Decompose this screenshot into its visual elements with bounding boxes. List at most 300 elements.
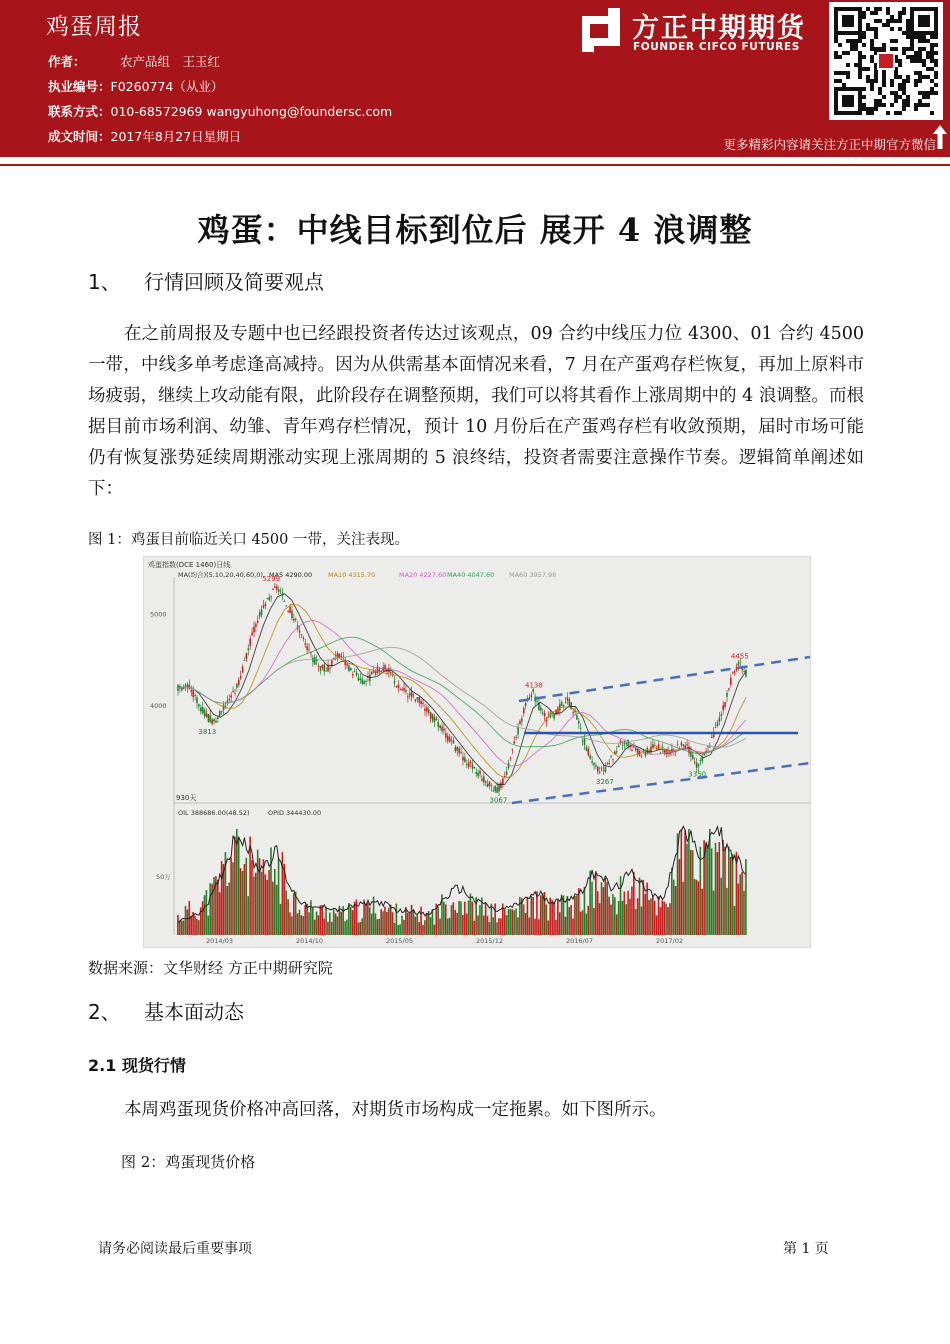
- candle-body: [479, 771, 481, 774]
- volume-bar: [310, 900, 312, 935]
- volume-bar: [449, 918, 451, 935]
- volume-bar: [295, 892, 297, 935]
- date-line: [48, 127, 241, 145]
- candle-body: [189, 685, 191, 689]
- candle-body: [734, 671, 736, 673]
- volume-bar: [624, 892, 626, 935]
- volume-bar: [204, 895, 206, 935]
- volume-bar: [529, 918, 531, 935]
- candle-body: [310, 653, 312, 654]
- volume-bar: [487, 916, 489, 935]
- volume-bar: [506, 915, 508, 935]
- candle-body: [567, 697, 569, 700]
- volume-bar: [352, 910, 354, 935]
- candle-body: [417, 697, 419, 699]
- volume-bar: [264, 874, 266, 935]
- candle-body: [278, 589, 280, 591]
- candle-body: [447, 736, 449, 741]
- volume-legend-item: OIL 388686.00(48.52): [178, 809, 250, 817]
- candle-body: [641, 756, 643, 757]
- volume-bar: [468, 900, 470, 935]
- candle-body: [230, 695, 232, 697]
- volume-bar: [198, 920, 200, 935]
- volume-bar: [500, 918, 502, 935]
- candle-body: [521, 719, 523, 722]
- volume-bar: [312, 908, 314, 935]
- volume-bar: [232, 862, 234, 935]
- volume-bar: [580, 912, 582, 935]
- volume-bar: [534, 919, 536, 935]
- volume-bar: [418, 922, 420, 935]
- candle-body: [627, 740, 629, 746]
- candle-body: [715, 727, 717, 728]
- y-tick-label: 5000: [150, 610, 167, 619]
- volume-bar: [726, 888, 728, 935]
- candle-body: [456, 747, 458, 750]
- volume-bar: [707, 848, 709, 935]
- candle-body: [392, 675, 394, 676]
- candle-body: [531, 695, 533, 697]
- volume-bar: [523, 904, 525, 935]
- price-annotation: 3350: [688, 770, 707, 779]
- volume-bar: [266, 880, 268, 935]
- volume-bar: [268, 870, 270, 935]
- candle-body: [466, 764, 468, 765]
- candle-body: [323, 665, 325, 672]
- y-tick-label: 4000: [150, 702, 167, 710]
- candle-body: [741, 669, 743, 670]
- candle-body: [686, 744, 688, 745]
- candle-body: [430, 712, 432, 718]
- date-label: 成文时间：: [48, 129, 111, 144]
- volume-bar: [456, 913, 458, 935]
- egg-futures-kline-chart: [143, 556, 811, 948]
- volume-bar: [253, 877, 255, 935]
- candle-body: [253, 627, 255, 633]
- contact-line: [48, 102, 392, 120]
- volume-bar: [597, 891, 599, 935]
- volume-bar: [593, 908, 595, 935]
- candle-body: [265, 604, 267, 606]
- volume-bar: [601, 882, 603, 935]
- volume-bar: [477, 915, 479, 935]
- wechat-qr-code[interactable]: [829, 2, 943, 120]
- volume-bar: [390, 905, 392, 935]
- candle-body: [565, 702, 567, 703]
- volume-sub-label: 930天: [176, 794, 197, 802]
- candle-body: [303, 637, 305, 638]
- x-tick-label: 2014/03: [206, 937, 234, 945]
- volume-bar: [263, 859, 265, 935]
- volume-bar: [464, 902, 466, 935]
- volume-bar: [276, 885, 278, 935]
- candle-body: [346, 663, 348, 665]
- candle-body: [477, 773, 479, 776]
- candle-body: [743, 671, 745, 672]
- contact-label: 联系方式：: [48, 104, 111, 119]
- candle-body: [513, 741, 515, 743]
- candle-body: [390, 672, 392, 673]
- candle-body: [358, 677, 360, 680]
- candle-body: [646, 748, 648, 754]
- candle-body: [451, 740, 453, 741]
- candle-body: [411, 692, 413, 697]
- candle-body: [536, 701, 538, 702]
- candle-body: [593, 763, 595, 765]
- candle-body: [219, 711, 221, 716]
- volume-bar: [359, 922, 361, 935]
- volume-bar: [443, 902, 445, 935]
- volume-bar: [331, 922, 333, 935]
- price-annotation: 4138: [525, 681, 543, 690]
- volume-bar: [221, 861, 223, 935]
- volume-bar: [280, 904, 282, 935]
- candle-body: [732, 673, 734, 674]
- candle-body: [445, 733, 447, 737]
- volume-bar: [542, 893, 544, 935]
- candle-body: [375, 672, 377, 675]
- candle-body: [736, 667, 738, 670]
- candle-body: [276, 586, 278, 589]
- volume-bar: [722, 840, 724, 935]
- ma-legend-item: MA60 3957.98: [509, 571, 557, 579]
- candle-body: [572, 712, 574, 713]
- candle-body: [361, 679, 363, 683]
- volume-bar: [741, 872, 743, 935]
- candle-body: [266, 598, 268, 599]
- candle-body: [415, 699, 417, 701]
- figure-2-caption: 图 2：鸡蛋现货价格: [121, 1153, 256, 1171]
- candle-body: [468, 762, 470, 766]
- candle-body: [209, 715, 211, 721]
- volume-bar: [251, 860, 253, 935]
- candle-body: [591, 761, 593, 763]
- volume-bar: [377, 919, 379, 935]
- candle-body: [692, 755, 694, 759]
- candle-body: [434, 717, 436, 723]
- volume-bar: [382, 911, 384, 935]
- volume-bar: [538, 919, 540, 935]
- volume-bar: [365, 903, 367, 935]
- volume-bar: [724, 847, 726, 935]
- candle-body: [270, 596, 272, 597]
- candle-body: [181, 688, 183, 691]
- volume-bar: [185, 906, 187, 935]
- volume-bar: [439, 919, 441, 935]
- volume-bar: [299, 910, 301, 935]
- candle-body: [557, 708, 559, 714]
- volume-bar: [407, 913, 409, 935]
- report-header: [0, 0, 950, 157]
- candle-body: [738, 662, 740, 665]
- price-annotation: 4455: [730, 652, 749, 661]
- candle-body: [398, 685, 400, 688]
- candle-body: [588, 749, 590, 755]
- candle-body: [601, 768, 603, 769]
- candle-body: [512, 749, 514, 750]
- candle-body: [238, 680, 240, 685]
- candle-body: [597, 767, 599, 772]
- candle-body: [563, 705, 565, 706]
- volume-bar: [434, 925, 436, 935]
- volume-bar: [302, 916, 304, 935]
- volume-bar: [285, 890, 287, 935]
- volume-bar: [207, 916, 209, 935]
- volume-bar: [403, 920, 405, 935]
- license-value: F0260774（从业）: [110, 79, 224, 94]
- candle-body: [344, 660, 346, 665]
- volume-bar: [682, 882, 684, 935]
- candle-body: [304, 643, 306, 644]
- candle-body: [242, 667, 244, 673]
- candle-body: [483, 776, 485, 782]
- volume-bar: [333, 910, 335, 935]
- volume-bar: [511, 909, 513, 935]
- volume-bar: [320, 905, 322, 935]
- volume-bar: [603, 887, 605, 935]
- volume-bar: [445, 904, 447, 935]
- volume-bar: [415, 917, 417, 935]
- volume-bar: [641, 907, 643, 935]
- candle-body: [396, 686, 398, 687]
- volume-bar: [686, 844, 688, 935]
- volume-bar: [291, 916, 293, 935]
- volume-bar: [736, 852, 738, 935]
- qr-center-logo: [879, 54, 893, 68]
- volume-bar: [397, 925, 399, 935]
- candle-body: [401, 689, 403, 690]
- candle-body: [360, 679, 362, 680]
- volume-bar: [498, 918, 500, 935]
- candle-body: [306, 646, 308, 650]
- volume-bar: [202, 901, 204, 935]
- candle-body: [365, 681, 367, 682]
- volume-bar: [447, 918, 449, 935]
- volume-bar: [548, 920, 550, 935]
- volume-bar: [504, 910, 506, 935]
- volume-bar: [392, 912, 394, 935]
- price-annotation: 3267: [596, 778, 614, 787]
- candle-body: [295, 619, 297, 620]
- candle-body: [462, 757, 464, 761]
- license-label: 执业编号：: [48, 79, 111, 94]
- candle-body: [603, 770, 605, 771]
- volume-bar: [629, 899, 631, 935]
- volume-bar: [669, 903, 671, 935]
- article-title: 鸡蛋：中线目标到位后 展开 4 浪调整: [197, 211, 753, 249]
- candle-body: [405, 690, 407, 692]
- candle-body: [464, 757, 466, 762]
- volume-bar: [701, 889, 703, 935]
- candle-body: [373, 671, 375, 673]
- x-tick-label: 2014/10: [296, 937, 324, 945]
- volume-bar: [346, 920, 348, 935]
- volume-bar: [350, 907, 352, 935]
- author-label: 作者：: [48, 54, 86, 69]
- candle-body: [206, 714, 208, 717]
- volume-bar: [278, 858, 280, 935]
- candle-body: [439, 725, 441, 728]
- candle-body: [589, 755, 591, 758]
- volume-bar: [574, 896, 576, 935]
- volume-bar: [327, 922, 329, 935]
- volume-bar: [234, 836, 236, 935]
- volume-bar: [713, 891, 715, 935]
- candle-body: [394, 681, 396, 683]
- candle-body: [289, 607, 291, 613]
- volume-bar: [743, 891, 745, 935]
- volume-bar: [240, 868, 242, 935]
- candle-body: [489, 781, 491, 785]
- candle-body: [325, 670, 327, 671]
- volume-bar: [358, 923, 360, 935]
- candle-body: [356, 673, 358, 676]
- volume-bar: [540, 895, 542, 935]
- volume-bar: [620, 876, 622, 935]
- candle-body: [424, 709, 426, 711]
- volume-bar: [711, 848, 713, 935]
- price-annotation: 3067: [489, 796, 508, 805]
- candle-body: [654, 745, 656, 746]
- volume-bar: [411, 905, 413, 935]
- candle-body: [626, 743, 628, 744]
- candle-body: [299, 631, 301, 633]
- volume-bar: [536, 891, 538, 935]
- volume-bar: [470, 894, 472, 935]
- candle-body: [722, 705, 724, 710]
- volume-bar: [513, 910, 515, 935]
- candle-body: [291, 611, 293, 618]
- candle-body: [247, 648, 249, 650]
- volume-bar: [612, 894, 614, 935]
- volume-bar: [681, 829, 683, 935]
- candle-body: [529, 697, 531, 699]
- volume-bar: [238, 837, 240, 935]
- volume-bar: [527, 897, 529, 935]
- candle-body: [420, 701, 422, 704]
- volume-bar: [226, 886, 228, 935]
- volume-bar: [367, 903, 369, 935]
- volume-bar: [190, 916, 192, 935]
- volume-bar: [576, 895, 578, 935]
- volume-bar: [405, 907, 407, 935]
- volume-bar: [684, 830, 686, 935]
- volume-bar: [340, 912, 342, 935]
- candle-body: [677, 744, 679, 745]
- candle-body: [730, 678, 732, 685]
- volume-bar: [616, 914, 618, 935]
- candle-body: [481, 779, 483, 781]
- candle-body: [257, 621, 259, 623]
- candle-body: [249, 639, 251, 646]
- volume-bar: [719, 842, 721, 935]
- volume-bar: [219, 892, 221, 935]
- candle-body: [363, 681, 365, 684]
- volume-bar: [688, 829, 690, 935]
- volume-bar: [633, 872, 635, 935]
- volume-bar: [378, 919, 380, 935]
- candle-body: [329, 668, 331, 669]
- candle-body: [200, 708, 202, 712]
- candle-body: [700, 760, 702, 761]
- volume-bar: [510, 909, 512, 935]
- volume-bar: [460, 901, 462, 935]
- volume-bar: [274, 869, 276, 935]
- candle-body: [274, 587, 276, 588]
- volume-bar: [532, 897, 534, 935]
- candle-body: [285, 606, 287, 607]
- paragraph-spot-price: 本周鸡蛋现货价格冲高回落，对期货市场构成一定拖累。如下图所示。: [124, 1100, 667, 1120]
- contact-value: 010-68572969 wangyuhong@foundersc.com: [110, 104, 393, 119]
- volume-bar: [344, 921, 346, 935]
- candle-body: [318, 666, 320, 667]
- volume-bar: [631, 887, 633, 935]
- ma-legend-item: MA40 4047.60: [447, 571, 495, 579]
- candle-body: [542, 713, 544, 714]
- candle-body: [236, 684, 238, 688]
- candle-body: [491, 786, 493, 787]
- candle-body: [475, 772, 477, 774]
- volume-bar: [584, 887, 586, 935]
- candle-body: [607, 763, 609, 764]
- volume-bar: [614, 897, 616, 935]
- candle-body: [728, 688, 730, 689]
- candle-body: [339, 654, 341, 658]
- volume-bar: [715, 843, 717, 935]
- data-source-caption: 数据来源：文华财经 方正中期研究院: [88, 959, 333, 977]
- candle-body: [519, 721, 521, 724]
- candle-body: [532, 689, 534, 691]
- section-number: 1、: [88, 270, 121, 294]
- x-tick-label: 2015/12: [476, 937, 504, 945]
- volume-tick-label: 50万: [156, 873, 171, 881]
- ma-legend-item: MA10 4315.70: [328, 571, 376, 579]
- volume-bar: [627, 891, 629, 935]
- volume-bar: [720, 878, 722, 935]
- candle-body: [217, 717, 219, 719]
- candle-body: [432, 714, 434, 721]
- candle-body: [494, 786, 496, 792]
- candle-body: [578, 721, 580, 724]
- volume-bar: [589, 871, 591, 935]
- candle-body: [208, 714, 210, 722]
- candle-body: [458, 749, 460, 754]
- candle-body: [263, 605, 265, 608]
- volume-bar: [525, 913, 527, 935]
- candle-body: [348, 666, 350, 672]
- candle-body: [576, 715, 578, 719]
- header-divider: [0, 164, 950, 166]
- candle-body: [280, 591, 282, 592]
- candle-body: [314, 657, 316, 664]
- candle-body: [194, 695, 196, 696]
- candle-body: [740, 662, 742, 663]
- candle-body: [352, 674, 354, 675]
- candle-body: [198, 704, 200, 706]
- volume-bar: [304, 905, 306, 935]
- volume-bar: [508, 909, 510, 935]
- candle-body: [196, 697, 198, 703]
- volume-bar: [432, 909, 434, 935]
- volume-bar: [491, 904, 493, 935]
- volume-legend-item: OPID 344430.00: [268, 809, 322, 817]
- candle-body: [453, 741, 455, 744]
- volume-bar: [323, 919, 325, 935]
- candle-body: [474, 767, 476, 768]
- volume-bar: [515, 908, 517, 935]
- volume-bar: [557, 900, 559, 935]
- volume-bar: [335, 913, 337, 935]
